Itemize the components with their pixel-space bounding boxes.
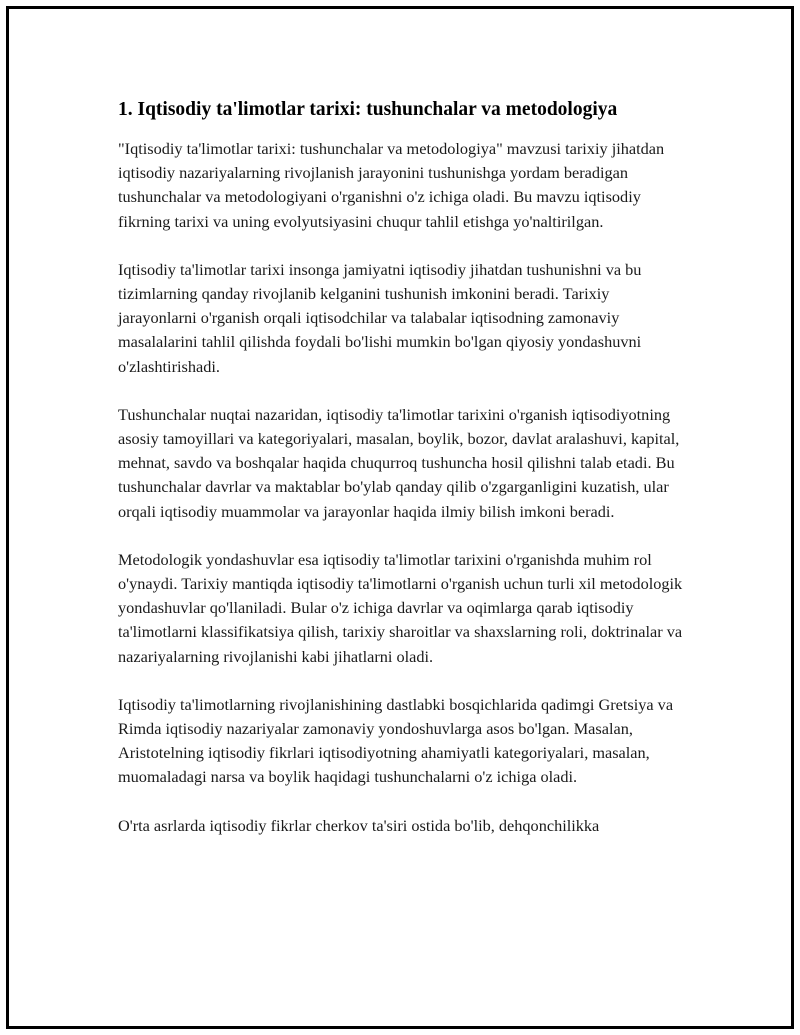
section-heading: 1. Iqtisodiy ta'limotlar tarixi: tushunchalar va metodologiya bbox=[118, 99, 618, 120]
document-body bbox=[118, 97, 688, 862]
paragraph-3: Tushunchalar nuqtai nazaridan, iqtisodiy ta'limotlar tarixini o'rganish iqtisodiyotning asosiy tamoyillari va kategoriyalari, masalan, boylik, bozor, davlat aralashuvi, kapital, mehnat, savdo va boshqalar haqida chuqurroq tushuncha hosil qilishni talab etadi. Bu tushunchalar davrlar va maktablar bo'ylab qanday qilib o'zgarganligini kuzatish, ular orqali iqtisodiy muammolar va jarayonlar haqida ilmiy bilish imkoni beradi. bbox=[118, 404, 680, 521]
paragraph-1: "Iqtisodiy ta'limotlar tarixi: tushunchalar va metodologiya" mavzusi tarixiy jihatdan iqtisodiy nazariyalarning rivojlanish jarayonini tushunishga yordam beradigan tushunchalar va metodologiyani o'rganishni o'z ichiga oladi. Bu mavzu iqtisodiy fikrning tarixi va uning evolyutsiyasini chuqur tahlil etishga yo'naltirilgan. bbox=[118, 139, 665, 231]
paragraph-6: O'rta asrlarda iqtisodiy fikrlar cherkov ta'siri ostida bo'lib, dehqonchilikka bbox=[118, 815, 600, 835]
paragraph-2: Iqtisodiy ta'limotlar tarixi insonga jamiyatni iqtisodiy jihatdan tushunishni va bu tizimlarning qanday rivojlanib kelganini tushunish imkonini beradi. Tarixiy jarayonlarni o'rganish orqali iqtisodchilar va talabalar iqtisodning zamonaviy masalalarini tahlil qilishda foydali bo'lishi mumkin bo'lgan qiyosiy yondashuvni o'zlashtirishadi. bbox=[118, 259, 642, 376]
paragraph-4: Metodologik yondashuvlar esa iqtisodiy ta'limotlar tarixini o'rganishda muhim rol o'ynaydi. Tarixiy mantiqda iqtisodiy ta'limotlarni o'rganish uchun turli xil metodologik yondashuvlar qo'llaniladi. Bular o'z ichiga davrlar va oqimlarga qarab iqtisodiy ta'limotlarni klassifikatsiya qilish, tarixiy sharoitlar va shaxslarning roli, doktrinalar va nazariyalarning rivojlanishi kabi jihatlarni oladi. bbox=[118, 549, 683, 666]
paragraph-5: Iqtisodiy ta'limotlarning rivojlanishining dastlabki bosqichlarida qadimgi Gretsiya va Rimda iqtisodiy nazariyalar zamonaviy yondoshuvlarga asos bo'lgan. Masalan, Aristotelning iqtisodiy fikrlari iqtisodiyotning ahamiyatli kategoriyalari, masalan, muomaladagi narsa va boylik haqidagi tushunchalarni o'z ichiga oladi. bbox=[118, 694, 674, 787]
document-page bbox=[6, 6, 794, 1029]
